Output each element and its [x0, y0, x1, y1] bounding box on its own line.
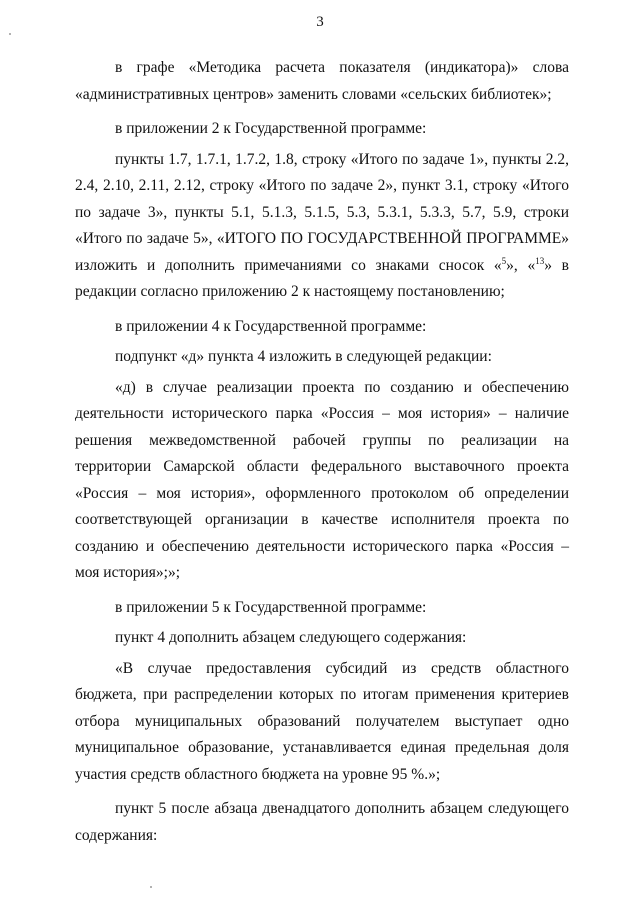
paragraph-2: в приложении 2 к Государственной программе:	[115, 120, 427, 137]
document-body	[75, 55, 569, 857]
paragraph-6: «д) в случае реализации проекта по созданию и обеспечению деятельности исторического парка «Россия – моя история» – наличие решения межведомственной рабочей группы по реализации на территории Самарской области федерального выставочного проекта «Россия – моя история», оформленного протоколом об определении соответствующей организации в качестве исполнителя проекта по созданию и обеспечению деятельности исторического парка «Россия – моя история»;»;	[75, 378, 569, 581]
scan-speck	[9, 33, 11, 35]
paragraph-8: пункт 4 дополнить абзацем следующего содержания:	[115, 629, 467, 646]
footnote-mark-5: 5	[501, 255, 507, 266]
paragraph-1: в графе «Методика расчета показателя (индикатора)» слова «административных центров» заменить словами «сельских библиотек»;	[75, 59, 569, 103]
footnote-mark-13: 13	[535, 255, 545, 266]
scan-speck	[150, 886, 152, 888]
page-number: 3	[316, 14, 324, 30]
paragraph-4: в приложении 4 к Государственной программе:	[115, 317, 427, 335]
paragraph-7: в приложении 5 к Государственной программе:	[115, 598, 427, 616]
paragraph-3	[75, 147, 569, 306]
paragraph-5: подпункт «д» пункта 4 изложить в следующей редакции:	[115, 348, 492, 365]
paragraph-3-text-start: пункты 1.7, 1.7.1, 1.7.2, 1.8, строку «Итого по задаче 1», пункты 2.2, 2.4, 2.10, 2.11, 2.12, строку «Итого по задаче 2», пункт 3.1, строку «Итого по задаче 3», пункты 5.1, 5.1.3, 5.1.5, 5.3, 5.3.1, 5.3.3, 5.7, 5.9, строки «Итого по задаче 5», «ИТОГО ПО ГОСУДАРСТВЕННОЙ ПРОГРАММЕ» изложить и дополнить примечаниями со знаками сносок «	[75, 150, 569, 274]
paragraph-3-text-end: » в редакции согласно приложению 2 к настоящему постановлению;	[75, 256, 569, 300]
paragraph-3-text-middle: », «	[506, 256, 536, 274]
paragraph-10: пункт 5 после абзаца двенадцатого дополнить абзацем следующего содержания:	[75, 800, 569, 844]
paragraph-9: «В случае предоставления субсидий из средств областного бюджета, при распределении которых по итогам применения критериев отбора муниципальных образований получателем выступает одно муниципальное образование, устанавливается единая предельная доля участия средств областного бюджета на уровне 95 %.»;	[75, 659, 569, 783]
